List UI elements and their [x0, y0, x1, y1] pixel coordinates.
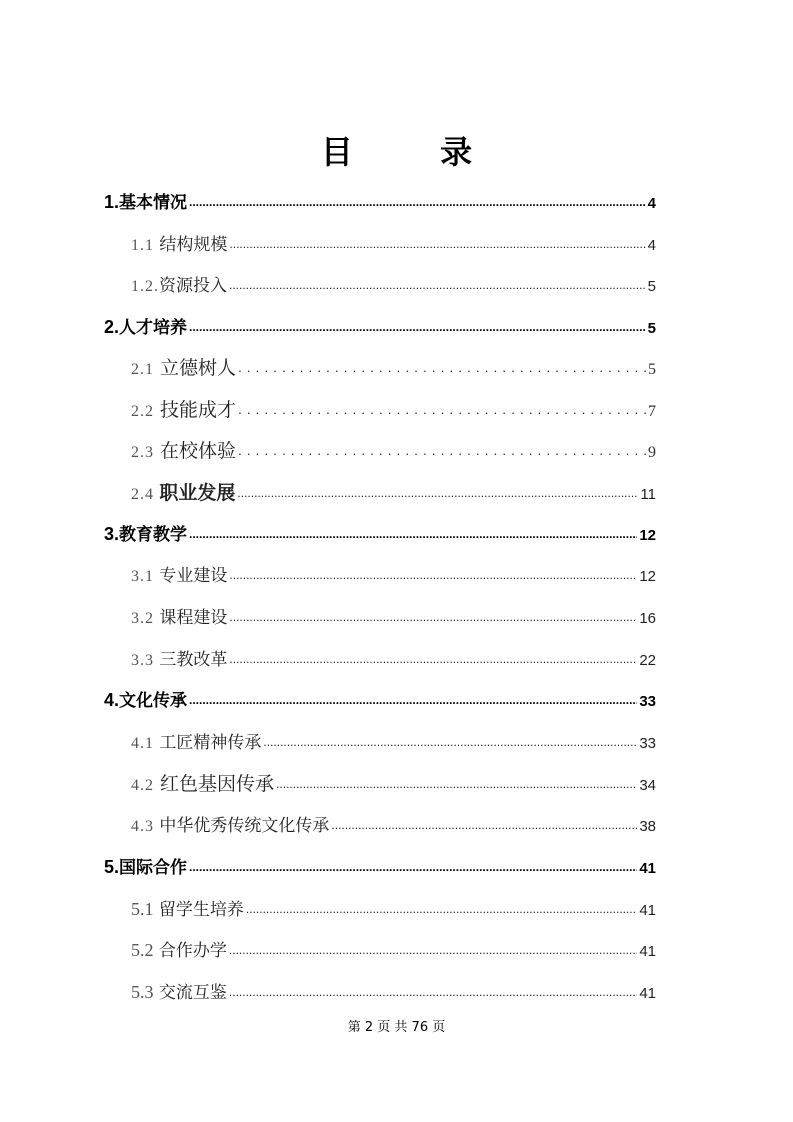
- toc-entry-title: 红色基因传承: [160, 773, 275, 795]
- dot-leader: [189, 689, 637, 706]
- toc-entry-3-2[interactable]: [131, 603, 656, 628]
- dot-leader: [237, 482, 638, 499]
- dot-leader: [331, 814, 637, 831]
- toc-entry-page: 5: [647, 278, 656, 295]
- toc-entry-title: 立德树人: [160, 357, 237, 379]
- toc-entry-number: 4.3: [131, 818, 154, 835]
- toc-entry-number: 2.: [104, 317, 120, 337]
- toc-entry-number: 3.2: [131, 610, 154, 627]
- dot-leader: [229, 606, 637, 623]
- toc-entry-4[interactable]: [104, 686, 656, 711]
- toc-entry-number: 2.3: [131, 444, 154, 461]
- toc-entry-3-3[interactable]: [131, 645, 656, 670]
- toc-entry-title: 技能成才: [160, 399, 237, 421]
- dot-leader: [229, 233, 645, 250]
- toc-entry-page: 33: [639, 693, 656, 710]
- toc-entry-page: 7: [648, 403, 656, 420]
- toc-entry-2-4[interactable]: [131, 478, 656, 505]
- toc-entry-number: 5.2: [131, 940, 154, 960]
- toc-entry-number: 2.2: [131, 403, 154, 420]
- toc-entry-title: 教育教学: [119, 525, 188, 545]
- toc-entry-1[interactable]: [104, 188, 656, 213]
- dot-leader: [229, 274, 646, 291]
- toc-entry-number: 5.1: [131, 899, 154, 919]
- dot-leader: [276, 771, 637, 790]
- toc-entry-1-1[interactable]: [131, 230, 656, 255]
- toc-entry-4-3[interactable]: [131, 811, 656, 836]
- toc-entry-3-1[interactable]: [131, 561, 656, 586]
- toc-entry-page: 41: [639, 860, 656, 877]
- toc-entry-number: 3.3: [131, 652, 154, 669]
- toc-entry-5-1[interactable]: [131, 895, 656, 920]
- dot-leader: [229, 564, 637, 581]
- toc-entry-number: 5.3: [131, 982, 154, 1002]
- toc-entry-title: 工匠精神传承: [159, 733, 262, 753]
- dot-leader: [238, 355, 646, 374]
- dot-leader: [229, 939, 637, 956]
- toc-entry-title: 文化传承: [119, 691, 188, 711]
- toc-entry-page: 22: [639, 652, 656, 669]
- toc-entry-page: 41: [639, 985, 656, 1002]
- toc-entry-1-2[interactable]: [131, 271, 656, 296]
- toc-entry-number: 1.1: [131, 237, 154, 254]
- toc-entry-number: 2.1: [131, 361, 154, 378]
- toc-entry-page: 5: [648, 361, 656, 378]
- toc-entry-title: 专业建设: [159, 566, 228, 586]
- toc-entry-number: 1.: [104, 192, 120, 212]
- toc-entry-number: 5.: [104, 857, 120, 877]
- toc-entry-title: 合作办学: [158, 941, 227, 961]
- toc-entry-5[interactable]: [104, 853, 656, 878]
- toc-entry-title: 基本情况: [119, 193, 188, 213]
- toc-entry-number: 3.1: [131, 568, 154, 585]
- toc-entry-title: 资源投入: [159, 276, 227, 296]
- toc-entry-5-3[interactable]: [131, 978, 656, 1003]
- toc-entry-number: 2.4: [131, 486, 154, 503]
- toc-entry-page: 12: [639, 568, 656, 585]
- toc-entry-number: 1.2.: [131, 278, 159, 295]
- toc-entry-page: 16: [639, 610, 656, 627]
- dot-leader: [238, 438, 646, 457]
- page-footer: 第 2 页 共 76 页: [347, 1020, 446, 1035]
- toc-entry-2-3[interactable]: [131, 436, 656, 463]
- toc-entry-page: 4: [647, 195, 656, 212]
- toc-entry-2-1[interactable]: [131, 353, 656, 380]
- toc-entry-page: 41: [639, 902, 656, 919]
- toc-entry-page: 11: [640, 486, 656, 503]
- toc-entry-page: 38: [639, 818, 656, 835]
- dot-leader: [263, 731, 637, 748]
- toc-entry-page: 41: [639, 943, 656, 960]
- dot-leader: [238, 397, 646, 416]
- dot-leader: [189, 523, 637, 540]
- toc-entry-page: 34: [639, 777, 656, 794]
- toc-entry-page: 9: [648, 444, 656, 461]
- toc-entry-3[interactable]: [104, 520, 656, 545]
- toc-entry-title: 在校体验: [160, 440, 237, 462]
- toc-entry-2-2[interactable]: [131, 395, 656, 422]
- toc-entry-4-1[interactable]: [131, 728, 656, 753]
- toc-entry-page: 12: [639, 527, 656, 544]
- toc-entry-page: 5: [647, 320, 656, 337]
- page-title: 目 录: [320, 133, 511, 171]
- toc-entry-number: 4.2: [131, 777, 154, 794]
- toc-entry-title: 国际合作: [119, 858, 188, 878]
- toc-entry-4-2[interactable]: [131, 769, 656, 796]
- toc-entry-page: 33: [639, 735, 656, 752]
- dot-leader: [189, 316, 646, 333]
- toc-entry-page: 4: [647, 237, 656, 254]
- toc-entry-title: 人才培养: [119, 318, 188, 338]
- toc-entry-title: 三教改革: [159, 650, 228, 670]
- dot-leader: [189, 191, 646, 208]
- dot-leader: [246, 898, 637, 915]
- toc-entry-title: 课程建设: [159, 608, 228, 628]
- dot-leader: [229, 648, 637, 665]
- toc-entry-number: 4.: [104, 690, 120, 710]
- toc-entry-number: 4.1: [131, 735, 154, 752]
- toc-entry-title: 中华优秀传统文化传承: [159, 816, 330, 836]
- toc-entry-title: 结构规模: [159, 235, 228, 255]
- toc-entry-number: 3.: [104, 524, 120, 544]
- toc-entry-5-2[interactable]: [131, 936, 656, 961]
- toc-entry-title: 职业发展: [159, 482, 236, 504]
- toc-entry-title: 留学生培养: [158, 900, 244, 920]
- toc-entry-2[interactable]: [104, 313, 656, 338]
- dot-leader: [229, 981, 637, 998]
- toc-entry-title: 交流互鉴: [158, 983, 227, 1003]
- dot-leader: [189, 856, 637, 873]
